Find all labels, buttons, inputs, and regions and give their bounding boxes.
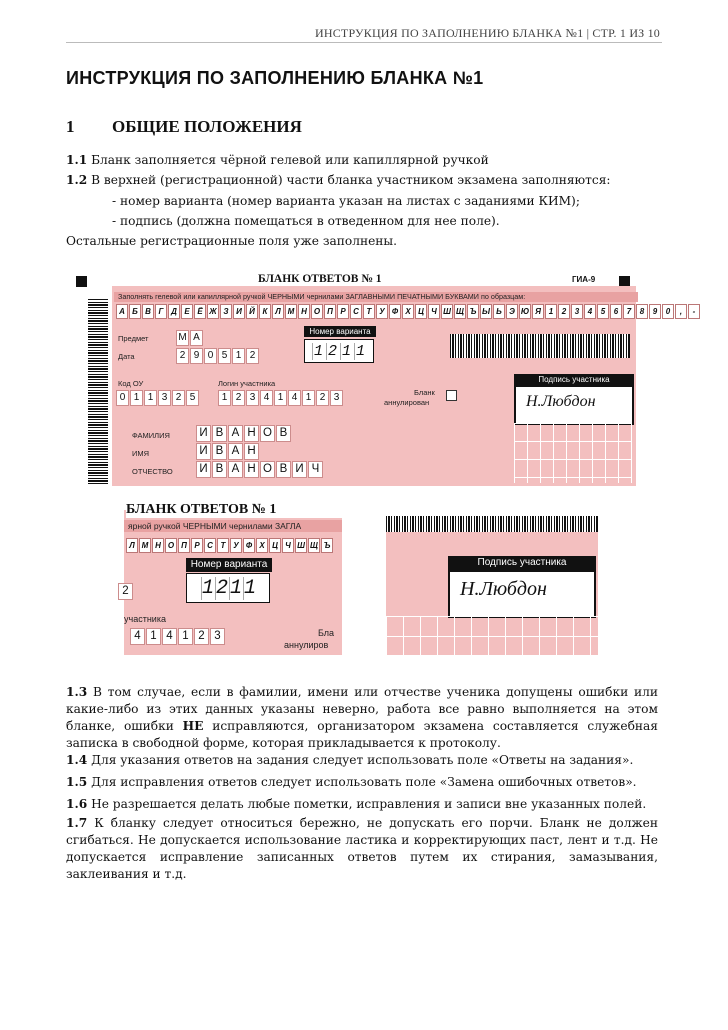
- surname-cell: А: [228, 425, 243, 442]
- sample-letter: С: [350, 304, 362, 319]
- surname-label: ФАМИЛИЯ: [132, 431, 170, 440]
- zoom-letter: У: [230, 538, 242, 553]
- ou-cell: 5: [186, 390, 199, 406]
- patronymic-cell: В: [212, 461, 227, 478]
- login-cell: 3: [330, 390, 343, 406]
- name-cell: Н: [244, 443, 259, 460]
- sample-letter: 6: [610, 304, 622, 319]
- sample-letter: Ы: [480, 304, 492, 319]
- name-cell: И: [196, 443, 211, 460]
- signature-label: Подпись участника: [514, 374, 634, 385]
- login-cell: 1: [302, 390, 315, 406]
- signature-box: [514, 385, 634, 425]
- name-cell: В: [212, 443, 227, 460]
- subject-cells: [176, 330, 203, 346]
- sample-letter: Е: [181, 304, 193, 319]
- horizontal-barcode: [450, 334, 630, 358]
- sample-letter: Ц: [415, 304, 427, 319]
- date-label: Дата: [118, 352, 135, 361]
- zoom-letter: Л: [126, 538, 138, 553]
- annul-label-2: аннулирован: [384, 398, 430, 407]
- zoom-variant-box: [186, 573, 270, 603]
- ou-label: Код ОУ: [118, 379, 144, 388]
- zoom-signature-image: [386, 516, 598, 655]
- paragraph-1-2: 1.2 В верхней (регистрационной) части бланка участником экзамена заполняются:: [66, 173, 611, 187]
- paragraph-1-3: 1.3 В том случае, если в фамилии, имени или отчестве ученика допущены ошибки или какие-либо из этих данных указаны неверно, работа все равно выполняется на этом бланке, ошибки НЕ исправляются, организатором экзамена составляется служебная записка в свободной форме, которая прикладывается к протоколу.: [66, 685, 658, 750]
- subject-label: Предмет: [118, 334, 149, 343]
- sample-letter: 1: [545, 304, 557, 319]
- surname-cell: Н: [244, 425, 259, 442]
- variant-digit: 1: [341, 342, 351, 360]
- name-cells: [196, 443, 259, 460]
- zoom-signature: Н.Любдон: [460, 578, 547, 600]
- sample-letter: Ж: [207, 304, 219, 319]
- answer-form-image: [66, 268, 696, 486]
- zoom-strip: ярной ручкой ЧЕРНЫМИ чернилами ЗАГЛА: [124, 520, 342, 532]
- zoom-variant-digit: 1: [230, 576, 243, 600]
- zoom-signature-box: [448, 570, 596, 618]
- zoom-letter: О: [165, 538, 177, 553]
- sample-letter: Я: [532, 304, 544, 319]
- sample-letter: К: [259, 304, 271, 319]
- subject-cell: А: [190, 330, 203, 346]
- paragraph-other-fields: Остальные регистрационные поля уже заполнены.: [66, 234, 397, 248]
- zoom-letter: С: [204, 538, 216, 553]
- vertical-barcode: [88, 298, 108, 484]
- ou-cells: [116, 390, 199, 406]
- sample-letter: 8: [636, 304, 648, 319]
- variant-label: Номер варианта: [304, 326, 376, 337]
- sample-letter: Н: [298, 304, 310, 319]
- zoom-login-cell: 1: [146, 628, 161, 645]
- sample-letter: Т: [363, 304, 375, 319]
- zoom-login-cells: [130, 628, 225, 645]
- sample-letter: Р: [337, 304, 349, 319]
- date-cell: 1: [232, 348, 245, 364]
- surname-cell: В: [212, 425, 227, 442]
- sample-letter: Х: [402, 304, 414, 319]
- section-title: ОБЩИЕ ПОЛОЖЕНИЯ: [112, 117, 302, 136]
- sample-letter: Ё: [194, 304, 206, 319]
- section-number: 1: [66, 117, 75, 136]
- zoom-alphabet: [126, 538, 333, 553]
- zoom-variant-digit: 1: [202, 576, 215, 600]
- sample-letter: Ь: [493, 304, 505, 319]
- form-title: БЛАНК ОТВЕТОВ № 1: [258, 273, 382, 285]
- zoom-barcode: [386, 516, 598, 532]
- zoom-annul-label: Бла: [318, 628, 335, 638]
- zoom-annul-label-2: аннулиров: [284, 640, 329, 650]
- patronymic-cell: А: [228, 461, 243, 478]
- zoom-letter: Ш: [295, 538, 307, 553]
- sample-letter: Д: [168, 304, 180, 319]
- patronymic-cell: Н: [244, 461, 259, 478]
- login-cell: 2: [232, 390, 245, 406]
- sample-letter: А: [116, 304, 128, 319]
- list-item-variant: - номер варианта (номер варианта указан на листах с заданиями КИМ);: [112, 194, 580, 208]
- sample-letter: Й: [246, 304, 258, 319]
- paragraph-1-6: 1.6 Не разрешается делать любые пометки, исправления и записи вне указанных полей.: [66, 797, 647, 811]
- zoom-letter: П: [178, 538, 190, 553]
- sample-letter: Ч: [428, 304, 440, 319]
- sample-letter: Ю: [519, 304, 531, 319]
- sample-letter: -: [688, 304, 700, 319]
- header-rule: [66, 42, 662, 43]
- zoom-letter: Р: [191, 538, 203, 553]
- date-cell: 2: [176, 348, 189, 364]
- sample-letter: З: [220, 304, 232, 319]
- ou-cell: 0: [116, 390, 129, 406]
- surname-cell: О: [260, 425, 275, 442]
- list-item-signature: - подпись (должна помещаться в отведенном для нее поле).: [112, 214, 500, 228]
- sample-letter: Ъ: [467, 304, 479, 319]
- login-label: Логин участника: [218, 379, 276, 388]
- zoom-login-cell: 4: [130, 628, 145, 645]
- answer-grid: [514, 423, 632, 483]
- login-cell: 4: [288, 390, 301, 406]
- annul-checkbox: [446, 390, 457, 401]
- surname-cell: И: [196, 425, 211, 442]
- sample-letter: 0: [662, 304, 674, 319]
- paragraph-1-1: 1.1 Бланк заполняется чёрной гелевой или капиллярной ручкой: [66, 153, 489, 167]
- zoom-letter: Ч: [282, 538, 294, 553]
- marker-square: [76, 276, 87, 287]
- zoom-login-cell: 3: [210, 628, 225, 645]
- login-cells: [218, 390, 343, 406]
- annul-label: Бланк: [414, 388, 435, 397]
- zoom-letter: Ц: [269, 538, 281, 553]
- zoom-cell: 2: [118, 583, 133, 600]
- zoom-login-cell: 2: [194, 628, 209, 645]
- sample-letter: О: [311, 304, 323, 319]
- sample-letter: ,: [675, 304, 687, 319]
- sample-letter: П: [324, 304, 336, 319]
- zoom-letter: Ф: [243, 538, 255, 553]
- sample-letter: 9: [649, 304, 661, 319]
- sample-letter: У: [376, 304, 388, 319]
- sample-letter: Щ: [454, 304, 466, 319]
- signature: Н.Любдон: [526, 393, 596, 410]
- running-header: ИНСТРУКЦИЯ ПО ЗАПОЛНЕНИЮ БЛАНКА №1 | СТР. 1 ИЗ 10: [315, 26, 660, 40]
- sample-letter: В: [142, 304, 154, 319]
- zoom-login-label: участника: [124, 614, 166, 624]
- login-cell: 1: [218, 390, 231, 406]
- form-instruction-strip: Заполнять гелевой или капиллярной ручкой ЧЕРНЫМИ чернилами ЗАГЛАВНЫМИ ПЕЧАТНЫМИ БУКВАМИ по образцам:: [114, 292, 638, 302]
- page-title: ИНСТРУКЦИЯ ПО ЗАПОЛНЕНИЮ БЛАНКА №1: [66, 68, 484, 88]
- surname-cell: В: [276, 425, 291, 442]
- zoom-variant-digit: 2: [216, 576, 229, 600]
- variant-digit: 2: [327, 342, 337, 360]
- zoom-variant-label: Номер варианта: [186, 558, 272, 572]
- date-cell: 9: [190, 348, 203, 364]
- login-cell: 1: [274, 390, 287, 406]
- date-cell: 2: [246, 348, 259, 364]
- zoom-variant-digit: 1: [244, 576, 257, 600]
- zoom-letter: Х: [256, 538, 268, 553]
- zoom-letter: Т: [217, 538, 229, 553]
- sample-letter: Л: [272, 304, 284, 319]
- zoom-variant-image: [122, 502, 342, 655]
- patronymic-cell: И: [292, 461, 307, 478]
- sample-letter: Г: [155, 304, 167, 319]
- name-cell: А: [228, 443, 243, 460]
- variant-digit: 1: [313, 342, 323, 360]
- sample-letter: М: [285, 304, 297, 319]
- patronymic-cells: [196, 461, 323, 478]
- ou-cell: 1: [144, 390, 157, 406]
- sample-letter: Ф: [389, 304, 401, 319]
- paragraph-1-4: 1.4 Для указания ответов на задания следует использовать поле «Ответы на задания».: [66, 753, 634, 767]
- ou-cell: 2: [172, 390, 185, 406]
- sample-alphabet: [116, 304, 700, 319]
- variant-digit: 1: [355, 342, 365, 360]
- sample-letter: 4: [584, 304, 596, 319]
- date-cell: 0: [204, 348, 217, 364]
- date-cell: 5: [218, 348, 231, 364]
- patronymic-label: ОТЧЕСТВО: [132, 467, 173, 476]
- zoom-letter: Щ: [308, 538, 320, 553]
- section-heading: [66, 117, 302, 137]
- patronymic-cell: О: [260, 461, 275, 478]
- ou-cell: 3: [158, 390, 171, 406]
- zoom-login-cell: 4: [162, 628, 177, 645]
- sample-letter: Б: [129, 304, 141, 319]
- zoom-login-cell: 1: [178, 628, 193, 645]
- zoom-letter: Н: [152, 538, 164, 553]
- patronymic-cell: Ч: [308, 461, 323, 478]
- zoom-letter: М: [139, 538, 151, 553]
- login-cell: 4: [260, 390, 273, 406]
- sample-letter: 3: [571, 304, 583, 319]
- login-cell: 2: [316, 390, 329, 406]
- patronymic-cell: И: [196, 461, 211, 478]
- sample-letter: Э: [506, 304, 518, 319]
- subject-cell: М: [176, 330, 189, 346]
- surname-cells: [196, 425, 291, 442]
- form-code: ГИА-9: [572, 275, 596, 284]
- paragraph-1-5: 1.5 Для исправления ответов следует использовать поле «Замена ошибочных ответов».: [66, 775, 637, 789]
- zoom-grid: [386, 616, 598, 656]
- zoom-letter: Ъ: [321, 538, 333, 553]
- sample-letter: 2: [558, 304, 570, 319]
- zoom-signature-label: Подпись участника: [448, 556, 596, 570]
- patronymic-cell: В: [276, 461, 291, 478]
- sample-letter: 5: [597, 304, 609, 319]
- ou-cell: 1: [130, 390, 143, 406]
- date-cells: [176, 348, 259, 364]
- sample-letter: И: [233, 304, 245, 319]
- zoom-form-title: БЛАНК ОТВЕТОВ № 1: [126, 502, 346, 518]
- login-cell: 3: [246, 390, 259, 406]
- variant-box: [304, 339, 374, 363]
- sample-letter: Ш: [441, 304, 453, 319]
- sample-letter: 7: [623, 304, 635, 319]
- name-label: ИМЯ: [132, 449, 150, 458]
- paragraph-1-7: 1.7 К бланку следует относиться бережно, не допускать его порчи. Бланк не должен сгибаться. Не допускается использование ластика и корректирующих паст, лент и т.д. Не допускается исправление записанных ответов путем их стирания, замазывания, заклеивания и т.д.: [66, 816, 658, 881]
